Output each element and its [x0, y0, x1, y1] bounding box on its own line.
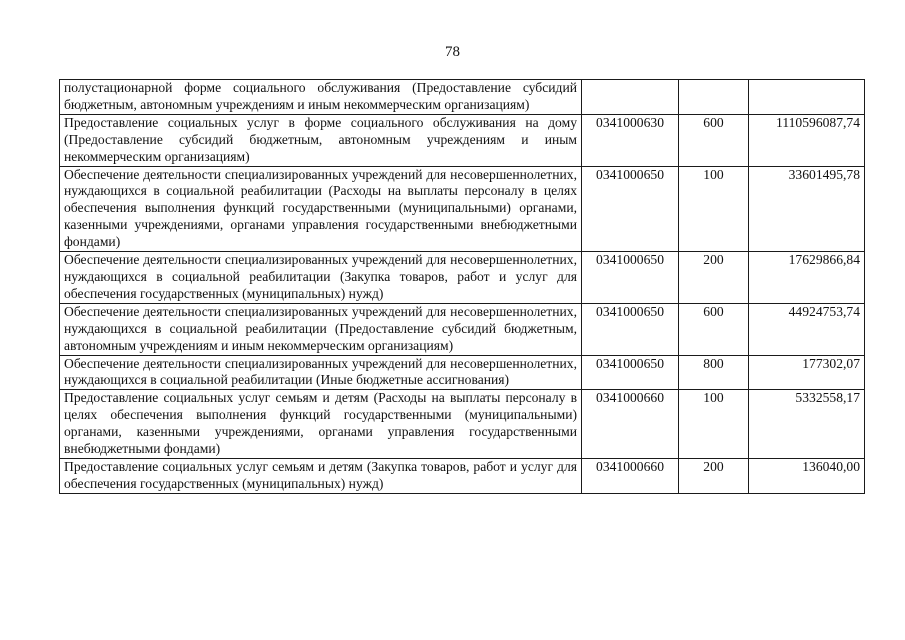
row-amount: 33601495,78 — [749, 166, 865, 252]
row-expense-type: 600 — [679, 303, 749, 355]
row-description: Обеспечение деятельности специализированных учреждений для несовершеннолетних, нуждающихся в социальной реабилитации (Предоставление субсидий бюджетным, автономным учреждениям и иным некоммерческим организациям) — [60, 303, 582, 355]
row-amount: 44924753,74 — [749, 303, 865, 355]
row-target-code: 0341000650 — [582, 355, 679, 390]
row-expense-type: 200 — [679, 458, 749, 493]
row-expense-type: 800 — [679, 355, 749, 390]
row-target-code: 0341000650 — [582, 166, 679, 252]
row-target-code: 0341000650 — [582, 252, 679, 304]
table-row — [60, 355, 865, 390]
row-description: Предоставление социальных услуг семьям и детям (Закупка товаров, работ и услуг для обеспечения государственных (муниципальных) нужд) — [60, 458, 582, 493]
row-amount: 1110596087,74 — [749, 114, 865, 166]
row-expense-type: 100 — [679, 166, 749, 252]
row-amount: 136040,00 — [749, 458, 865, 493]
table-row — [60, 80, 865, 115]
row-description: Обеспечение деятельности специализированных учреждений для несовершеннолетних, нуждающихся в социальной реабилитации (Иные бюджетные ассигнования) — [60, 355, 582, 390]
page-number: 78 — [445, 44, 460, 60]
table-row — [60, 252, 865, 304]
row-amount: 5332558,17 — [749, 390, 865, 459]
budget-table — [59, 79, 865, 494]
table-row — [60, 166, 865, 252]
table-row — [60, 390, 865, 459]
row-description: полустационарной форме социального обслуживания (Предоставление субсидий бюджетным, автономным учреждениям и иным некоммерческим организациям) — [60, 80, 582, 115]
row-target-code: 0341000660 — [582, 390, 679, 459]
row-target-code: 0341000660 — [582, 458, 679, 493]
table-row — [60, 458, 865, 493]
row-target-code: 0341000630 — [582, 114, 679, 166]
table-row — [60, 303, 865, 355]
row-expense-type: 100 — [679, 390, 749, 459]
table-row — [60, 114, 865, 166]
row-description: Обеспечение деятельности специализированных учреждений для несовершеннолетних, нуждающихся в социальной реабилитации (Закупка товаров, работ и услуг для обеспечения государственных (муниципальных) нужд) — [60, 252, 582, 304]
row-expense-type — [679, 80, 749, 115]
row-description: Предоставление социальных услуг в форме социального обслуживания на дому (Предоставление субсидий бюджетным, автономным учреждениям и иным некоммерческим организациям) — [60, 114, 582, 166]
row-target-code — [582, 80, 679, 115]
row-expense-type: 600 — [679, 114, 749, 166]
row-amount: 177302,07 — [749, 355, 865, 390]
row-amount — [749, 80, 865, 115]
row-expense-type: 200 — [679, 252, 749, 304]
row-target-code: 0341000650 — [582, 303, 679, 355]
row-description: Обеспечение деятельности специализированных учреждений для несовершеннолетних, нуждающихся в социальной реабилитации (Расходы на выплаты персоналу в целях обеспечения выполнения функций государственными (муниципальными) органами, казенными учреждениями, органами управления государственными внебюджетными фондами) — [60, 166, 582, 252]
row-amount: 17629866,84 — [749, 252, 865, 304]
row-description: Предоставление социальных услуг семьям и детям (Расходы на выплаты персоналу в целях обеспечения выполнения функций государственными (муниципальными) органами, казенными учреждениями, органами управления государственными внебюджетными фондами) — [60, 390, 582, 459]
